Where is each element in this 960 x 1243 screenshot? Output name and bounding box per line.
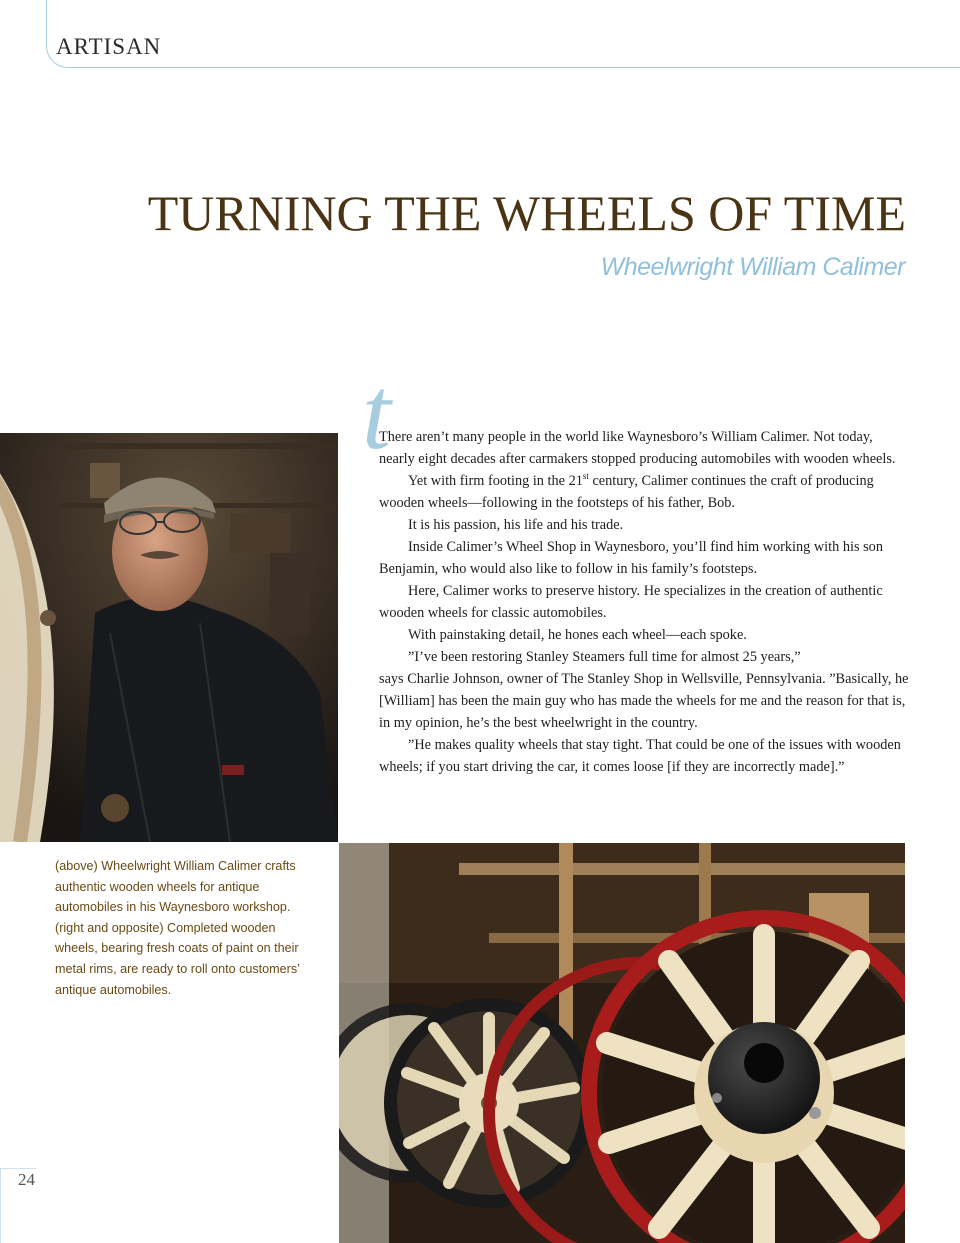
footer-rule-vertical (0, 1168, 1, 1243)
body-paragraph: says Charlie Johnson, owner of The Stanley Shop in Wellsville, Pennsylvania. ”Basically, he [William] has been the main guy who has made the wheels for me and the reason for that is, in my opinion, he’s the best wheelwright in the country. (379, 671, 909, 731)
footer-rule (0, 1168, 36, 1169)
body-paragraph: ”I’ve been restoring Stanley Steamers full time for almost 25 years,” (408, 649, 801, 665)
photo-caption: (above) Wheelwright William Calimer crafts authentic wooden wheels for antique automobiles in his Waynesboro workshop. (right and opposite) Completed wooden wheels, bearing fresh coats of paint on their metal rims, are ready to roll onto customers’ antique automobiles. (55, 859, 300, 997)
body-paragraph (379, 470, 909, 514)
body-paragraph: There aren’t many people in the world like Waynesboro’s William Calimer. Not today, nearly eight decades after carmakers stopped producing automobiles with wooden wheels. (379, 429, 896, 467)
article-subtitle: Wheelwright William Calimer (600, 253, 905, 281)
drop-cap: t (362, 356, 391, 471)
article-body (379, 426, 909, 778)
body-paragraph: ”He makes quality wheels that stay tight. That could be one of the issues with wooden wheels; if you start driving the car, it comes loose [if they are incorrectly made].” (379, 737, 901, 775)
page-number: 24 (18, 1170, 35, 1189)
body-text-span: century, Calimer continues the craft of producing wooden wheels—following in the footsteps of his father, Bob. (379, 473, 874, 511)
body-paragraph: Here, Calimer works to preserve history. He specializes in the creation of authentic wooden wheels for classic automobiles. (379, 583, 883, 621)
header-rule (46, 0, 960, 68)
article-title: TURNING THE WHEELS OF TIME (147, 185, 906, 241)
body-paragraph: With painstaking detail, he hones each wheel—each spoke. (408, 627, 747, 643)
body-paragraph: It is his passion, his life and his trade. (408, 517, 624, 533)
portrait-photo (0, 433, 338, 842)
body-text-span: Yet with firm footing in the 21 (408, 473, 583, 489)
body-paragraph: Inside Calimer’s Wheel Shop in Waynesboro, you’ll find him working with his son Benjamin, who would also like to follow in his family’s footsteps. (379, 539, 883, 577)
superscript: st (582, 471, 589, 482)
wheels-photo (339, 843, 905, 1243)
section-label: ARTISAN (56, 34, 162, 59)
